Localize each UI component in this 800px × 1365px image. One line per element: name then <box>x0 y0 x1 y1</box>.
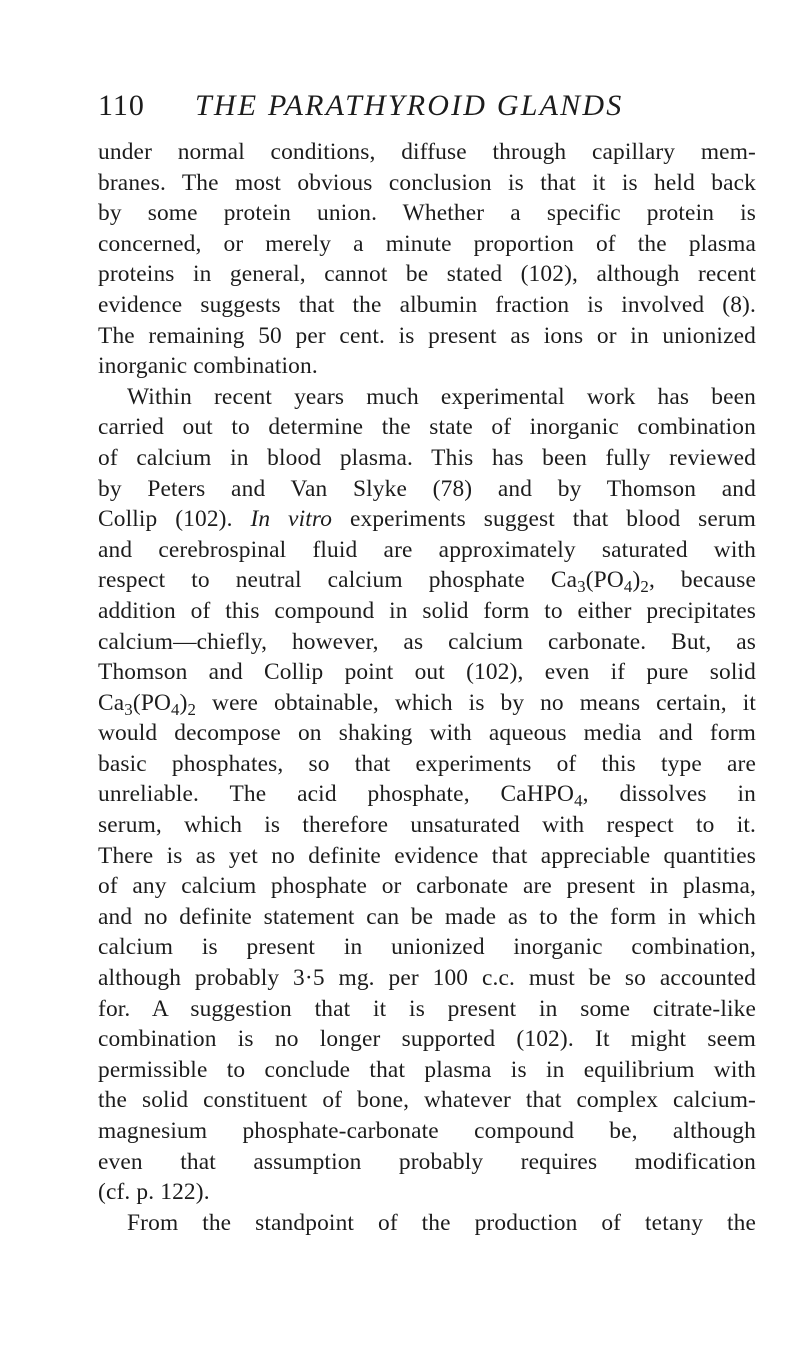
text-line: and cerebrospinal fluid are approximately saturated with <box>98 536 756 563</box>
text-line: respect to neutral calcium phosphate $Ca_3(PO_4)_2$, because <box>98 567 756 597</box>
text-line: There is as yet no definite evidence that appreciable quantities <box>98 842 756 869</box>
text-line: of any calcium phosphate or carbonate are present in plasma, <box>98 873 756 900</box>
text-line: Thomson and Collip point out (102), even if pure solid <box>98 659 756 686</box>
text-line: magnesium phosphate-carbonate compound be, although <box>98 1118 756 1144</box>
text-line: for. A suggestion that it is present in some citrate-like <box>98 995 756 1022</box>
text-line: of calcium in blood plasma. This has been fully reviewed <box>98 444 756 471</box>
running-title: THE PARATHYROID GLANDS <box>195 89 624 122</box>
text-line: under normal conditions, diffuse through capillary mem- <box>98 139 756 165</box>
text-line: proteins in general, cannot be stated (102), although recent <box>98 261 756 288</box>
text-line: the solid constituent of bone, whatever that complex calcium- <box>98 1087 756 1114</box>
text-line: even that assumption probably requires modification <box>98 1148 756 1175</box>
text-line: branes. The most obvious conclusion is that it is held back <box>98 169 756 196</box>
body-text <box>98 137 756 1238</box>
text-line: $Ca_3(PO_4)_2$ were obtainable, which is by no means certain, it <box>98 689 757 719</box>
italic-phrase: In vitro <box>250 506 333 533</box>
page-header <box>98 86 758 126</box>
text-line: permissible to conclude that plasma is in equilibrium with <box>98 1056 756 1083</box>
text-line: Collip (102). In vitro experiments suggest that blood serum <box>98 506 757 533</box>
text-line: calcium is present in unionized inorganic combination, <box>98 934 756 961</box>
text-line: addition of this compound in solid form to either precipitates <box>98 597 756 624</box>
text-line: by Peters and Van Slyke (78) and by Thomson and <box>98 475 756 502</box>
text-line: inorganic combination. <box>98 353 318 380</box>
page-number: 110 <box>98 89 145 122</box>
text-line: evidence suggests that the albumin fraction is involved (8). <box>98 291 756 318</box>
text-line: The remaining 50 per cent. is present as ions or in unionized <box>98 322 756 349</box>
text-line: serum, which is therefore unsaturated with respect to it. <box>98 812 756 839</box>
text-line: From the standpoint of the production of tetany the <box>127 1209 756 1236</box>
text-line: unreliable. The acid phosphate, CaHPO$_4$, dissolves in <box>98 781 756 811</box>
text-line: calcium—chiefly, however, as calcium carbonate. But, as <box>98 628 756 655</box>
text-line: (cf. p. 122). <box>98 1179 210 1206</box>
text-line: basic phosphates, so that experiments of this type are <box>98 750 756 777</box>
text-line: would decompose on shaking with aqueous media and form <box>98 720 756 747</box>
text-line: and no definite statement can be made as to the form in which <box>98 903 756 930</box>
text-line: although probably 3·5 mg. per 100 c.c. must be so accounted <box>98 965 756 992</box>
text-line: combination is no longer supported (102). It might seem <box>98 1026 756 1053</box>
text-line: Within recent years much experimental work has been <box>127 383 756 410</box>
text-line: concerned, or merely a minute proportion of the plasma <box>98 230 756 257</box>
text-line: by some protein union. Whether a specific protein is <box>98 200 756 227</box>
text-line: carried out to determine the state of inorganic combination <box>98 414 756 441</box>
